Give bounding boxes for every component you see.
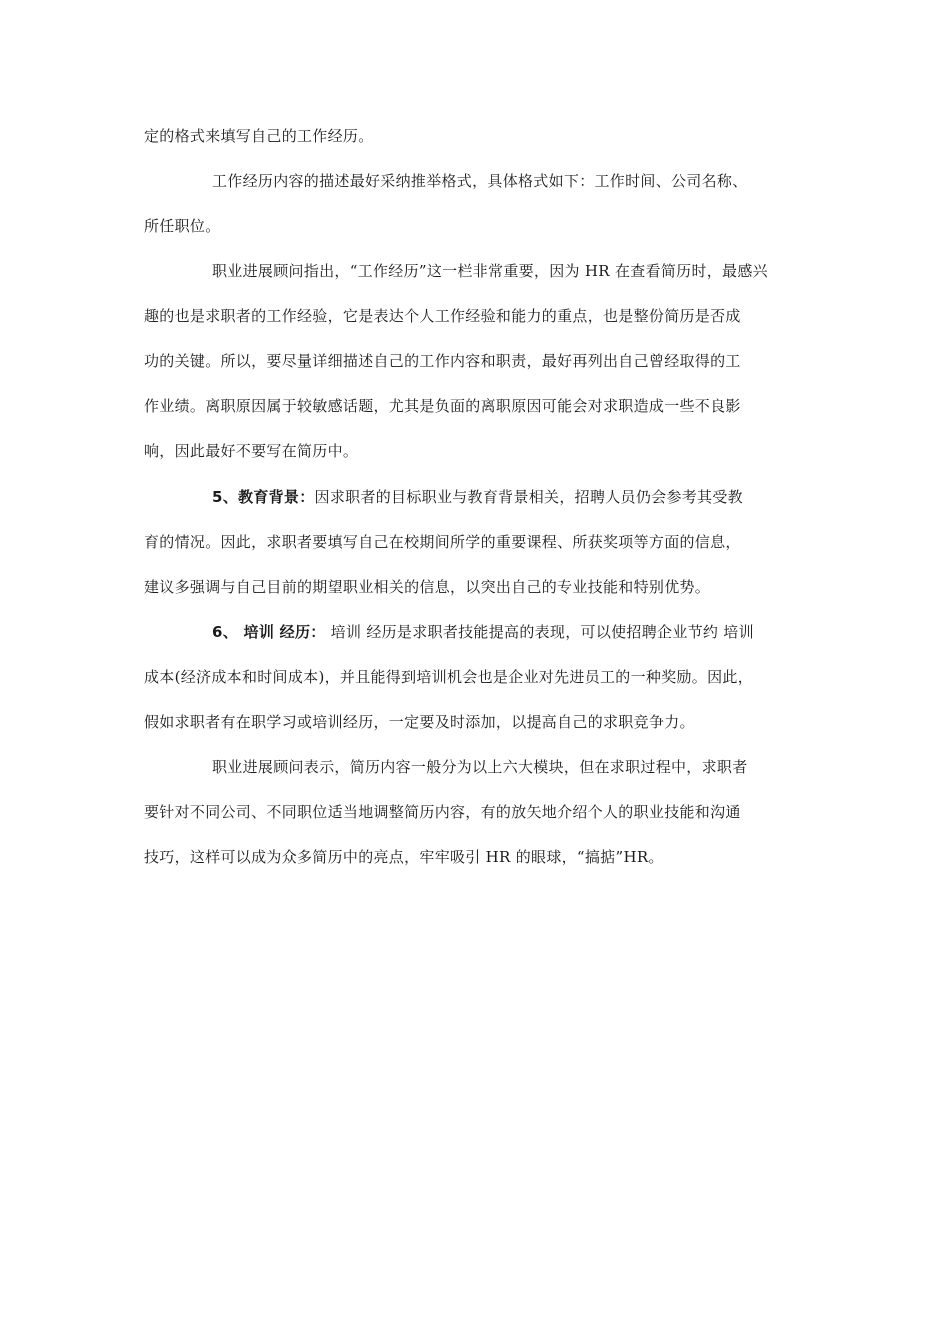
paragraph-line: 职业进展顾问表示，简历内容一般分为以上六大模块，但在求职过程中，求职者 — [212, 758, 748, 776]
paragraph-line: 趣的也是求职者的工作经验，它是表达个人工作经验和能力的重点，也是整份简历是否成 — [144, 307, 741, 325]
section-6-heading: 6、 培训 经历： — [212, 623, 326, 641]
paragraph-line: 所任职位。 — [144, 217, 221, 235]
paragraph-line: 定的格式来填写自己的工作经历。 — [144, 127, 374, 145]
section-5-heading: 5、教育背景： — [212, 488, 315, 506]
paragraph-line: 成本(经济成本和时间成本)，并且能得到培训机会也是企业对先进员工的一种奖励。因此， — [144, 668, 754, 686]
section-5-line — [212, 487, 824, 507]
paragraph-line: 职业进展顾问指出，“工作经历”这一栏非常重要，因为 HR 在查看简历时，最感兴 — [212, 262, 768, 280]
paragraph-line: 响，因此最好不要写在简历中。 — [144, 442, 359, 460]
paragraph-line: 建议多强调与自己目前的期望职业相关的信息，以突出自己的专业技能和特别优势。 — [144, 578, 711, 596]
paragraph-line: 假如求职者有在职学习或培训经历，一定要及时添加，以提高自己的求职竞争力。 — [144, 713, 695, 731]
paragraph-line: 技巧，这样可以成为众多简历中的亮点，牢牢吸引 HR 的眼球，“搞掂”HR。 — [144, 848, 664, 866]
paragraph-line: 作业绩。离职原因属于较敏感话题，尤其是负面的离职原因可能会对求职造成一些不良影 — [144, 397, 741, 415]
section-5-text: 因求职者的目标职业与教育背景相关，招聘人员仍会参考其受教 — [314, 488, 743, 506]
paragraph-line: 育的情况。因此，求职者要填写自己在校期间所学的重要课程、所获奖项等方面的信息， — [144, 533, 741, 551]
paragraph-line: 工作经历内容的描述最好采纳推举格式，具体格式如下：工作时间、公司名称、 — [212, 172, 748, 190]
section-6-text: 培训 经历是求职者技能提高的表现，可以使招聘企业节约 培训 — [325, 623, 754, 641]
paragraph-line: 功的关键。所以，要尽量详细描述自己的工作内容和职责，最好再列出自己曾经取得的工 — [144, 352, 741, 370]
paragraph-line: 要针对不同公司、不同职位适当地调整简历内容，有的放矢地介绍个人的职业技能和沟通 — [144, 803, 741, 821]
section-6-line — [212, 622, 824, 642]
